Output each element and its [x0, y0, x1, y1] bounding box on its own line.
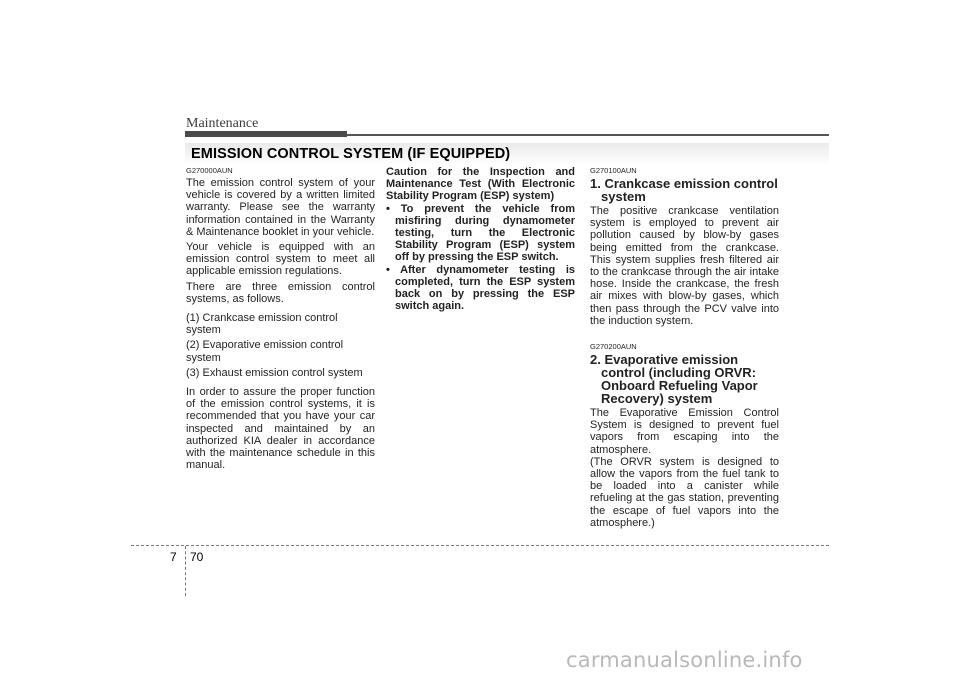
column-2: [386, 166, 575, 312]
bullet-item: • After dynamometer testing is completed, turn the ESP system back on by pressing the ESP switch again.: [386, 263, 575, 313]
caution-title: Caution for the Inspection and Maintenance Test (With Electronic Stability Program (ESP) system): [386, 166, 575, 203]
column-1: [186, 166, 375, 471]
paragraph-evaporative: The Evaporative Emission Control System is designed to prevent fuel vapors from escaping into the atmosphere.: [590, 407, 779, 456]
column-3: [590, 166, 779, 529]
paragraph-orvr: (The ORVR system is designed to allow the vapors from the fuel tank to be loaded into a canister while refueling at the gas station, preventing the escape of fuel vapors into the atmosphere.): [590, 455, 779, 529]
page-number: 70: [190, 550, 204, 564]
reference-code: G270000AUN: [186, 166, 233, 175]
paragraph-inspection: In order to assure the proper function of the emission control systems, it is recommended that you have your car inspected and maintained by an authorized KIA dealer in accordance with the maintenance schedule in this manual.: [186, 386, 375, 472]
list-item: (2) Evaporative emission control system: [186, 339, 344, 364]
header-rule-dark: [185, 131, 347, 137]
subheading-crankcase: 1. Crankcase emission control system: [590, 176, 778, 204]
list-item: (3) Exhaust emission control system: [186, 366, 363, 379]
header-rule-thin: [347, 134, 829, 136]
reference-code: G270200AUN: [590, 342, 637, 352]
systems-list: [186, 312, 375, 379]
bullet-item: • To prevent the vehicle from misfiring during dynamometer testing, turn the Electronic Stability Program (ESP) system off by pressing the ESP switch.: [386, 202, 575, 264]
paragraph-warranty: The emission control system of your vehicle is covered by a written limited warranty. Please see the warranty information contained in the Warranty & Maintenance booklet in your vehicle.: [186, 177, 375, 238]
watermark-text: carmanualsonline.info: [566, 648, 803, 672]
footer-rule: [131, 545, 829, 546]
section-title: Maintenance: [186, 116, 259, 131]
page-heading: EMISSION CONTROL SYSTEM (IF EQUIPPED): [191, 146, 511, 162]
chapter-number: 7: [170, 550, 177, 564]
paragraph-systems: There are three emission control systems, as follows.: [186, 280, 375, 305]
footer-divider: [185, 546, 186, 596]
reference-code: G270100AUN: [590, 166, 637, 175]
paragraph-crankcase: The positive crankcase ventilation system is employed to prevent air pollution caused by blow-by gases being emitted from the crankcase. This system supplies fresh filtered air to the crankcase through the air intake hose. Inside the crankcase, the fresh air mixes with blow-by gases, which then pass through the PCV valve into the induction system.: [590, 205, 779, 327]
paragraph-equipped: Your vehicle is equipped with an emission control system to meet all applicable emission regulations.: [186, 241, 375, 278]
subheading-evaporative: 2. Evaporative emission control (including ORVR: Onboard Refueling Vapor Recovery) system: [590, 352, 758, 407]
list-item: (1) Crankcase emission control system: [186, 312, 338, 337]
